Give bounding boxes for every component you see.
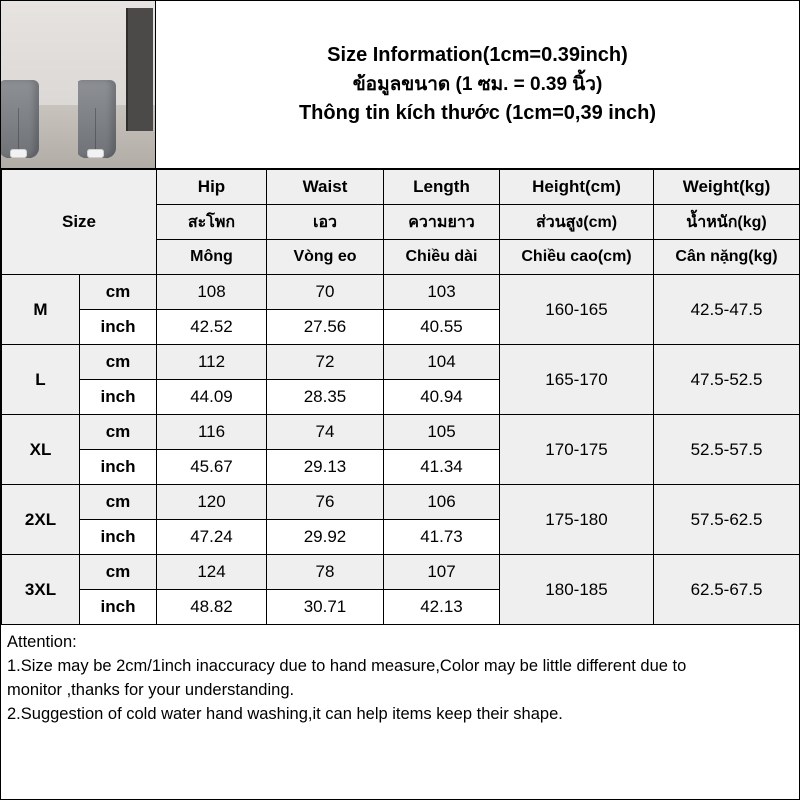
table-row <box>2 345 800 380</box>
l-weight: 47.5-52.5 <box>654 345 800 415</box>
2xl-hip-cm: 120 <box>157 485 267 520</box>
header-hip-en: Hip <box>157 170 267 205</box>
l-height: 165-170 <box>500 345 654 415</box>
unit-cm: cm <box>80 345 157 380</box>
xl-length-cm: 105 <box>384 415 500 450</box>
header-length-th: ความยาว <box>384 205 500 240</box>
title-block <box>156 1 799 168</box>
table-header-row-en <box>2 170 800 205</box>
l-length-cm: 104 <box>384 345 500 380</box>
header-length-en: Length <box>384 170 500 205</box>
header-weight-en: Weight(kg) <box>654 170 800 205</box>
unit-inch: inch <box>80 520 157 555</box>
header-height-vi: Chiều cao(cm) <box>500 240 654 275</box>
3xl-length-inch: 42.13 <box>384 590 500 625</box>
xl-weight: 52.5-57.5 <box>654 415 800 485</box>
2xl-waist-cm: 76 <box>267 485 384 520</box>
header-height-en: Height(cm) <box>500 170 654 205</box>
l-length-inch: 40.94 <box>384 380 500 415</box>
xl-hip-cm: 116 <box>157 415 267 450</box>
row-size-m: M <box>2 275 80 345</box>
photo-door <box>126 8 153 132</box>
3xl-hip-cm: 124 <box>157 555 267 590</box>
attention-line-1: 1.Size may be 2cm/1inch inaccuracy due to hand measure,Color may be little different due to <box>7 656 687 675</box>
l-hip-cm: 112 <box>157 345 267 380</box>
l-hip-inch: 44.09 <box>157 380 267 415</box>
product-photo <box>1 1 156 168</box>
2xl-length-inch: 41.73 <box>384 520 500 555</box>
header-weight-vi: Cân nặng(kg) <box>654 240 800 275</box>
m-waist-cm: 70 <box>267 275 384 310</box>
photo-shoe-right-2 <box>87 149 104 158</box>
photo-cargo-pants <box>1 80 39 158</box>
header-height-th: ส่วนสูง(cm) <box>500 205 654 240</box>
header-length-vi: Chiều dài <box>384 240 500 275</box>
table-row <box>2 415 800 450</box>
title-en: Size Information(1cm=0.39inch) <box>327 43 628 66</box>
unit-cm: cm <box>80 485 157 520</box>
m-height: 160-165 <box>500 275 654 345</box>
header-waist-vi: Vòng eo <box>267 240 384 275</box>
unit-inch: inch <box>80 590 157 625</box>
header-waist-en: Waist <box>267 170 384 205</box>
m-waist-inch: 27.56 <box>267 310 384 345</box>
xl-waist-cm: 74 <box>267 415 384 450</box>
xl-length-inch: 41.34 <box>384 450 500 485</box>
xl-hip-inch: 45.67 <box>157 450 267 485</box>
photo-shoe-right <box>10 149 27 158</box>
row-size-l: L <box>2 345 80 415</box>
table-row <box>2 485 800 520</box>
l-waist-cm: 72 <box>267 345 384 380</box>
product-photo-right <box>78 1 155 168</box>
2xl-hip-inch: 47.24 <box>157 520 267 555</box>
m-hip-inch: 42.52 <box>157 310 267 345</box>
m-length-cm: 103 <box>384 275 500 310</box>
3xl-length-cm: 107 <box>384 555 500 590</box>
unit-cm: cm <box>80 275 157 310</box>
row-size-3xl: 3XL <box>2 555 80 625</box>
l-waist-inch: 28.35 <box>267 380 384 415</box>
2xl-height: 175-180 <box>500 485 654 555</box>
header-hip-vi: Mông <box>157 240 267 275</box>
row-size-2xl: 2XL <box>2 485 80 555</box>
attention-line-2: monitor ,thanks for your understanding. <box>7 680 295 699</box>
2xl-waist-inch: 29.92 <box>267 520 384 555</box>
3xl-waist-inch: 30.71 <box>267 590 384 625</box>
unit-cm: cm <box>80 555 157 590</box>
3xl-weight: 62.5-67.5 <box>654 555 800 625</box>
attention-line-3: 2.Suggestion of cold water hand washing,it can help items keep their shape. <box>7 704 563 723</box>
xl-height: 170-175 <box>500 415 654 485</box>
table-row <box>2 275 800 310</box>
2xl-weight: 57.5-62.5 <box>654 485 800 555</box>
m-weight: 42.5-47.5 <box>654 275 800 345</box>
unit-inch: inch <box>80 450 157 485</box>
product-photo-left <box>1 1 78 168</box>
photo-cargo-pants-2 <box>78 80 116 158</box>
3xl-height: 180-185 <box>500 555 654 625</box>
header-hip-th: สะโพก <box>157 205 267 240</box>
row-size-xl: XL <box>2 415 80 485</box>
header-size-label: Size <box>2 170 157 275</box>
unit-inch: inch <box>80 380 157 415</box>
unit-cm: cm <box>80 415 157 450</box>
header-waist-th: เอว <box>267 205 384 240</box>
attention-block <box>1 625 799 799</box>
3xl-hip-inch: 48.82 <box>157 590 267 625</box>
title-th: ข้อมูลขนาด (1 ซม. = 0.39 นิ้ว) <box>352 73 603 95</box>
size-table <box>1 169 800 625</box>
header-band <box>1 1 799 169</box>
attention-heading: Attention: <box>7 633 77 651</box>
header-weight-th: น้ำหนัก(kg) <box>654 205 800 240</box>
3xl-waist-cm: 78 <box>267 555 384 590</box>
m-length-inch: 40.55 <box>384 310 500 345</box>
m-hip-cm: 108 <box>157 275 267 310</box>
title-vi: Thông tin kích thước (1cm=0,39 inch) <box>298 102 657 125</box>
2xl-length-cm: 106 <box>384 485 500 520</box>
xl-waist-inch: 29.13 <box>267 450 384 485</box>
table-row <box>2 555 800 590</box>
unit-inch: inch <box>80 310 157 345</box>
